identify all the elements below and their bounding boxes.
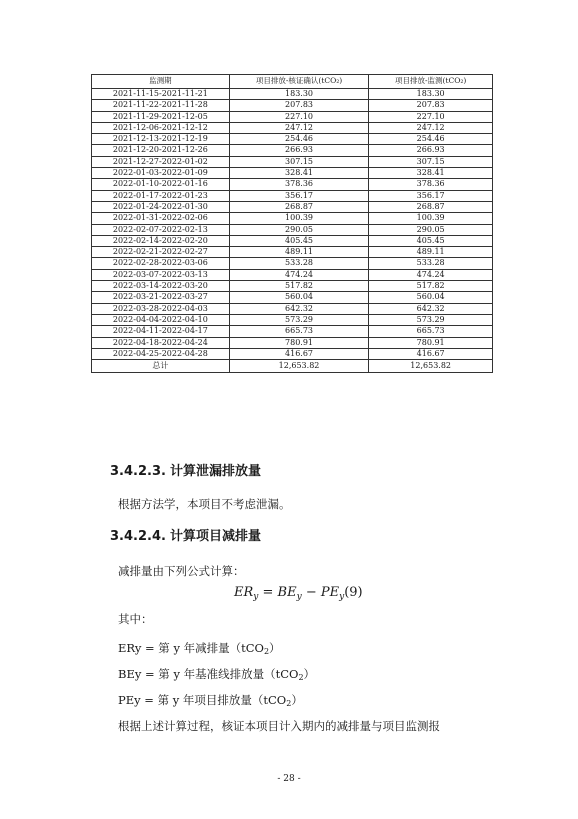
definition-text: 第 y 年项目排放量（tCO <box>157 693 287 707</box>
cell-monitored-emission: 307.15 <box>369 156 493 167</box>
cell-verified-emission: 207.83 <box>229 100 369 111</box>
header-monitored-emission: 项目排放-监测(tCO₂) <box>369 75 493 89</box>
cell-monitored-emission: 665.73 <box>369 326 493 337</box>
cell-monitored-emission: 474.24 <box>369 269 493 280</box>
cell-verified-emission: 642.32 <box>229 303 369 314</box>
closing-paragraph: 根据上述计算过程，核证本项目计入期内的减排量与项目监测报 <box>118 719 440 733</box>
header-period: 监测期 <box>92 75 230 89</box>
cell-monitored-emission: 642.32 <box>369 303 493 314</box>
reduction-formula <box>234 585 363 602</box>
where-label: 其中： <box>118 612 153 626</box>
table-row <box>92 100 493 111</box>
table-row <box>92 314 493 325</box>
cell-verified-emission: 307.15 <box>229 156 369 167</box>
leakage-paragraph: 根据方法学，本项目不考虑泄漏。 <box>118 497 291 511</box>
table-row <box>92 89 493 100</box>
cell-monitored-emission: 378.36 <box>369 179 493 190</box>
cell-verified-emission: 560.04 <box>229 292 369 303</box>
cell-verified-emission: 573.29 <box>229 314 369 325</box>
cell-period: 2022-01-31-2022-02-06 <box>92 213 230 224</box>
cell-period: 2022-01-10-2022-01-16 <box>92 179 230 190</box>
cell-total-verified: 12,653.82 <box>229 360 369 373</box>
table-row <box>92 213 493 224</box>
cell-monitored-emission: 266.93 <box>369 145 493 156</box>
table-row <box>92 190 493 201</box>
cell-period: 2022-04-25-2022-04-28 <box>92 348 230 359</box>
cell-monitored-emission: 356.17 <box>369 190 493 201</box>
section-number: 3.4.2.3. <box>110 464 166 479</box>
cell-period: 2022-02-14-2022-02-20 <box>92 235 230 246</box>
section-title: 计算项目减排量 <box>169 529 261 544</box>
cell-period: 2021-11-29-2021-12-05 <box>92 111 230 122</box>
formula-intro: 减排量由下列公式计算： <box>118 564 245 578</box>
cell-monitored-emission: 100.39 <box>369 213 493 224</box>
cell-verified-emission: 378.36 <box>229 179 369 190</box>
formula-be: BE <box>277 585 297 600</box>
cell-period: 2022-03-28-2022-04-03 <box>92 303 230 314</box>
page-number: - 28 - <box>277 774 301 784</box>
cell-verified-emission: 290.05 <box>229 224 369 235</box>
section-number: 3.4.2.4. <box>110 529 166 544</box>
table-row <box>92 111 493 122</box>
table-row <box>92 326 493 337</box>
header-verified-emission: 项目排放-核证确认(tCO₂) <box>229 75 369 89</box>
formula-pe: PE <box>320 585 340 600</box>
cell-period: 2022-03-14-2022-03-20 <box>92 281 230 292</box>
cell-monitored-emission: 405.45 <box>369 235 493 246</box>
definition-symbol: PEy = <box>118 693 154 707</box>
cell-period: 2022-02-21-2022-02-27 <box>92 247 230 258</box>
cell-period: 2022-01-17-2022-01-23 <box>92 190 230 201</box>
definition-subscript: 2 <box>263 647 270 656</box>
cell-verified-emission: 247.12 <box>229 122 369 133</box>
cell-verified-emission: 416.67 <box>229 348 369 359</box>
cell-verified-emission: 533.28 <box>229 258 369 269</box>
cell-monitored-emission: 780.91 <box>369 337 493 348</box>
definition-end: ） <box>269 641 281 655</box>
cell-monitored-emission: 517.82 <box>369 281 493 292</box>
cell-period: 2022-01-03-2022-01-09 <box>92 168 230 179</box>
formula-minus: − <box>301 585 321 600</box>
cell-period: 2022-02-28-2022-03-06 <box>92 258 230 269</box>
table-row <box>92 247 493 258</box>
table-row <box>92 179 493 190</box>
cell-monitored-emission: 416.67 <box>369 348 493 359</box>
definition-subscript: 2 <box>286 699 292 708</box>
table-row <box>92 122 493 133</box>
formula-equals: = <box>258 585 278 600</box>
formula-number: (9) <box>344 585 363 600</box>
table-row <box>92 224 493 235</box>
table-row <box>92 281 493 292</box>
table-row <box>92 337 493 348</box>
section-heading-reduction <box>110 525 261 544</box>
formula-er: ER <box>234 585 254 600</box>
cell-monitored-emission: 328.41 <box>369 168 493 179</box>
table-row <box>92 292 493 303</box>
cell-verified-emission: 183.30 <box>229 89 369 100</box>
cell-period: 2022-03-07-2022-03-13 <box>92 269 230 280</box>
cell-verified-emission: 780.91 <box>229 337 369 348</box>
section-heading-leakage <box>110 460 261 479</box>
cell-period: 2021-12-06-2021-12-12 <box>92 122 230 133</box>
cell-verified-emission: 254.46 <box>229 134 369 145</box>
cell-verified-emission: 356.17 <box>229 190 369 201</box>
cell-period: 2021-11-15-2021-11-21 <box>92 89 230 100</box>
table-row <box>92 348 493 359</box>
cell-monitored-emission: 227.10 <box>369 111 493 122</box>
cell-period: 2022-01-24-2022-01-30 <box>92 201 230 212</box>
cell-total-label: 总计 <box>92 360 230 373</box>
table-row <box>92 269 493 280</box>
cell-monitored-emission: 247.12 <box>369 122 493 133</box>
definition-symbol: BEy = <box>118 667 155 681</box>
cell-period: 2022-04-11-2022-04-17 <box>92 326 230 337</box>
definition-end: ） <box>303 667 316 681</box>
definition-er <box>118 640 281 656</box>
table-header-row <box>92 75 493 89</box>
cell-verified-emission: 489.11 <box>229 247 369 258</box>
cell-monitored-emission: 268.87 <box>369 201 493 212</box>
cell-monitored-emission: 207.83 <box>369 100 493 111</box>
table-row <box>92 303 493 314</box>
table-row <box>92 145 493 156</box>
emissions-table <box>91 74 493 373</box>
cell-period: 2022-02-07-2022-02-13 <box>92 224 230 235</box>
formula-be-sub: y <box>296 592 302 602</box>
table-row <box>92 156 493 167</box>
cell-verified-emission: 328.41 <box>229 168 369 179</box>
table-total-row <box>92 360 493 373</box>
table-row <box>92 201 493 212</box>
table-body <box>92 89 493 373</box>
cell-total-monitored: 12,653.82 <box>369 360 493 373</box>
cell-period: 2021-11-22-2021-11-28 <box>92 100 230 111</box>
cell-verified-emission: 517.82 <box>229 281 369 292</box>
cell-monitored-emission: 254.46 <box>369 134 493 145</box>
cell-verified-emission: 665.73 <box>229 326 369 337</box>
cell-period: 2021-12-20-2021-12-26 <box>92 145 230 156</box>
cell-period: 2021-12-27-2022-01-02 <box>92 156 230 167</box>
definition-symbol: ERy = <box>118 641 155 655</box>
definition-text: 第 y 年减排量（tCO <box>158 641 264 655</box>
definition-text: 第 y 年基准线排放量（tCO <box>158 667 299 681</box>
table-row <box>92 235 493 246</box>
formula-er-sub: y <box>253 592 259 602</box>
cell-verified-emission: 474.24 <box>229 269 369 280</box>
cell-verified-emission: 405.45 <box>229 235 369 246</box>
table-row <box>92 168 493 179</box>
definition-subscript: 2 <box>298 673 304 682</box>
cell-period: 2022-04-18-2022-04-24 <box>92 337 230 348</box>
cell-monitored-emission: 573.29 <box>369 314 493 325</box>
cell-verified-emission: 227.10 <box>229 111 369 122</box>
definition-end: ） <box>291 693 303 707</box>
section-title: 计算泄漏排放量 <box>169 464 261 479</box>
table-row <box>92 258 493 269</box>
cell-verified-emission: 268.87 <box>229 201 369 212</box>
cell-monitored-emission: 183.30 <box>369 89 493 100</box>
cell-monitored-emission: 489.11 <box>369 247 493 258</box>
formula-pe-sub: y <box>339 592 345 602</box>
cell-verified-emission: 100.39 <box>229 213 369 224</box>
cell-period: 2022-03-21-2022-03-27 <box>92 292 230 303</box>
cell-period: 2021-12-13-2021-12-19 <box>92 134 230 145</box>
cell-period: 2022-04-04-2022-04-10 <box>92 314 230 325</box>
cell-monitored-emission: 560.04 <box>369 292 493 303</box>
cell-monitored-emission: 533.28 <box>369 258 493 269</box>
definition-be <box>118 666 315 682</box>
cell-monitored-emission: 290.05 <box>369 224 493 235</box>
definition-pe <box>118 692 303 708</box>
cell-verified-emission: 266.93 <box>229 145 369 156</box>
table-row <box>92 134 493 145</box>
